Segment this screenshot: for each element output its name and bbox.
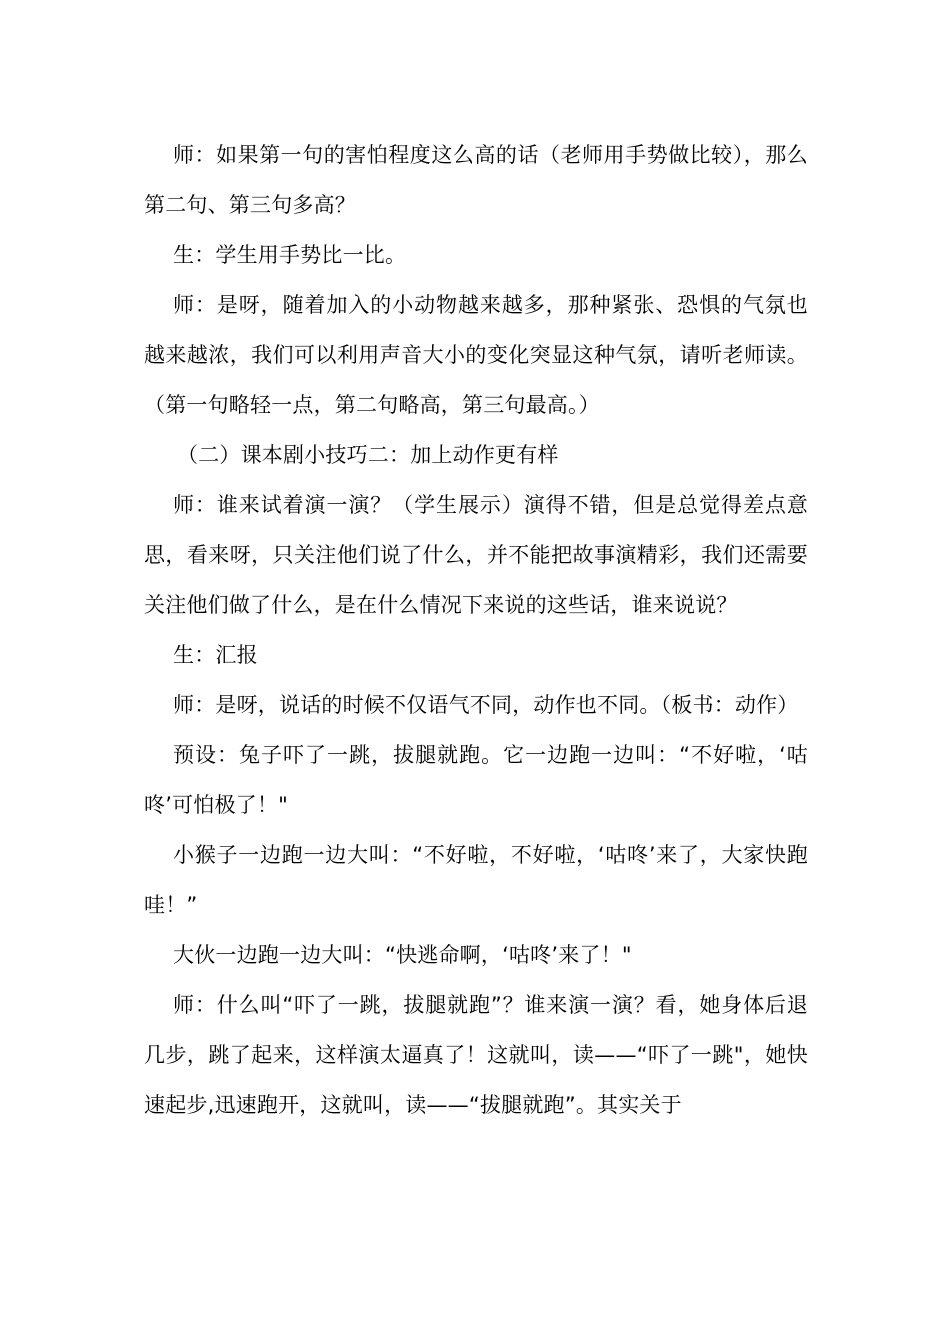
paragraph-teacher-actions-differ: 师：是呀，说话的时候不仅语气不同，动作也不同。（板书：动作） — [173, 693, 799, 717]
section-heading-skill-two: （二）课本剧小技巧二：加上动作更有样 — [177, 443, 559, 467]
paragraph-preset-rabbit: 预设：兔子吓了一跳，拔腿就跑。它一边跑一边叫：“不好啦，‘咕咚’可怕极了！" — [144, 743, 808, 817]
paragraph-teacher-who-performs: 师：谁来试着演一演？（学生展示）演得不错，但是总觉得差点意思，看来呀，只关注他们说了什么，并不能把故事演精彩，我们还需要关注他们做了什么，是在什么情况下来说的这些话，谁来说说？ — [144, 493, 808, 617]
paragraph-student-report: 生：汇报 — [173, 643, 258, 667]
paragraph-monkey: 小猴子一边跑一边大叫：“不好啦，不好啦，‘咕咚’来了，大家快跑哇！” — [144, 843, 808, 917]
document-body — [144, 130, 808, 1130]
paragraph-student-gesture: 生：学生用手势比一比。 — [173, 243, 407, 267]
paragraph-teacher-voice-volume: 师：是呀，随着加入的小动物越来越多，那种紧张、恐惧的气氛也越来越浓，我们可以利用声音大小的变化突显这种气氛，请听老师读。（第一句略轻一点，第二句略高，第三句最高。） — [144, 293, 808, 417]
paragraph-everyone: 大伙一边跑一边大叫：“快逃命啊，‘咕咚’来了！" — [173, 943, 632, 967]
paragraph-teacher-question-fear-level: 师：如果第一句的害怕程度这么高的话（老师用手势做比较），那么第二句、第三句多高？ — [144, 143, 808, 217]
paragraph-teacher-what-is-startled: 师：什么叫“吓了一跳，拔腿就跑”？谁来演一演？看，她身体后退几步，跳了起来，这样演太逼真了！这就叫，读——“吓了一跳"，她快速起步,迅速跑开，这就叫，读——“拔腿就跑”。其实关于 — [144, 993, 808, 1117]
